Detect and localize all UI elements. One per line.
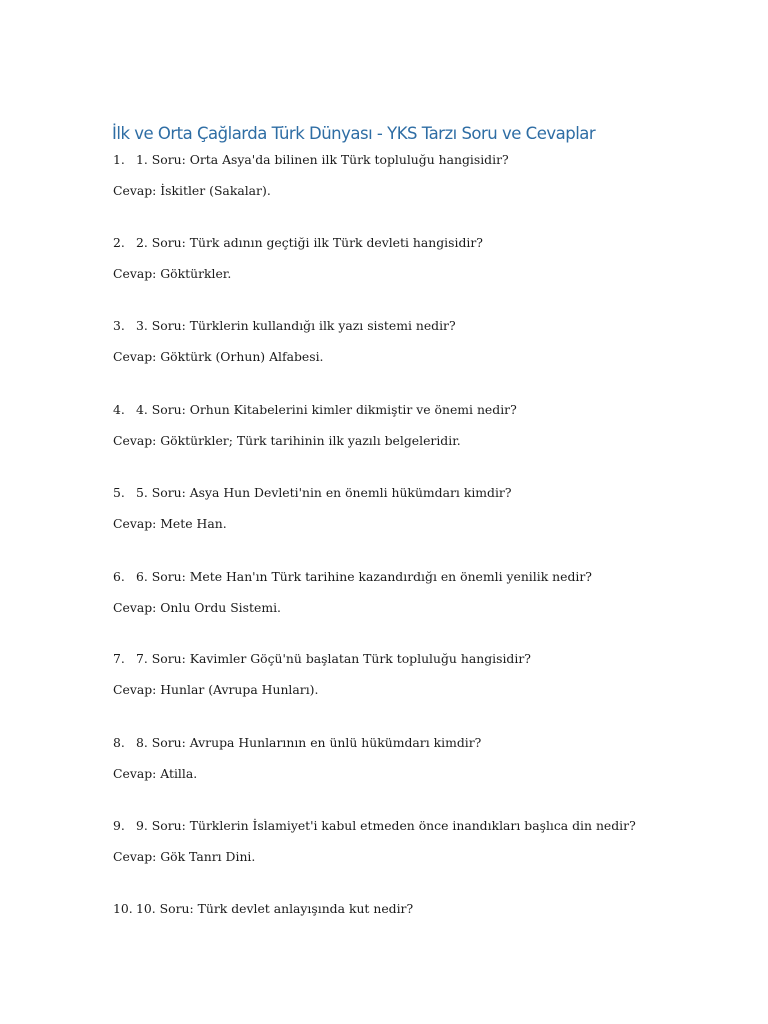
question-5	[113, 485, 512, 500]
answer-1: Cevap: İskitler (Sakalar).	[113, 183, 271, 198]
question-text: 3. Soru: Türklerin kullandığı ilk yazı sistemi nedir?	[136, 318, 456, 333]
question-8	[113, 735, 481, 750]
answer-3: Cevap: Göktürk (Orhun) Alfabesi.	[113, 349, 324, 364]
question-text: 6. Soru: Mete Han'ın Türk tarihine kazandırdığı en önemli yenilik nedir?	[136, 569, 592, 584]
list-number: 7.	[113, 651, 125, 666]
question-text: 9. Soru: Türklerin İslamiyet'i kabul etmeden önce inandıkları başlıca din nedir?	[136, 818, 636, 833]
question-4	[113, 402, 517, 417]
list-number: 10.	[113, 901, 133, 916]
question-7	[113, 651, 531, 666]
answer-4: Cevap: Göktürkler; Türk tarihinin ilk yazılı belgeleridir.	[113, 433, 461, 448]
document-title: İlk ve Orta Çağlarda Türk Dünyası - YKS Tarzı Soru ve Cevaplar	[112, 124, 596, 143]
answer-7: Cevap: Hunlar (Avrupa Hunları).	[113, 682, 319, 697]
question-2	[113, 235, 483, 250]
question-text: 1. Soru: Orta Asya'da bilinen ilk Türk topluluğu hangisidir?	[136, 152, 509, 167]
question-1	[113, 152, 509, 167]
answer-8: Cevap: Atilla.	[113, 766, 198, 781]
question-text: 7. Soru: Kavimler Göçü'nü başlatan Türk topluluğu hangisidir?	[136, 651, 531, 666]
question-3	[113, 318, 456, 333]
question-10	[113, 901, 413, 916]
question-text: 8. Soru: Avrupa Hunlarının en ünlü hükümdarı kimdir?	[136, 735, 482, 750]
list-number: 1.	[113, 152, 125, 167]
question-text: 2. Soru: Türk adının geçtiği ilk Türk devleti hangisidir?	[136, 235, 483, 250]
answer-5: Cevap: Mete Han.	[113, 516, 227, 531]
list-number: 9.	[113, 818, 125, 833]
question-text: 4. Soru: Orhun Kitabelerini kimler dikmiştir ve önemi nedir?	[136, 402, 517, 417]
list-number: 2.	[113, 235, 125, 250]
list-number: 3.	[113, 318, 125, 333]
question-6	[113, 569, 592, 584]
answer-2: Cevap: Göktürkler.	[113, 266, 232, 281]
answer-6: Cevap: Onlu Ordu Sistemi.	[113, 600, 281, 615]
list-number: 5.	[113, 485, 125, 500]
question-text: 10. Soru: Türk devlet anlayışında kut nedir?	[136, 901, 414, 916]
list-number: 4.	[113, 402, 125, 417]
question-text: 5. Soru: Asya Hun Devleti'nin en önemli hükümdarı kimdir?	[136, 485, 512, 500]
list-number: 8.	[113, 735, 125, 750]
answer-9: Cevap: Gök Tanrı Dini.	[113, 849, 256, 864]
question-9	[113, 818, 636, 833]
list-number: 6.	[113, 569, 125, 584]
